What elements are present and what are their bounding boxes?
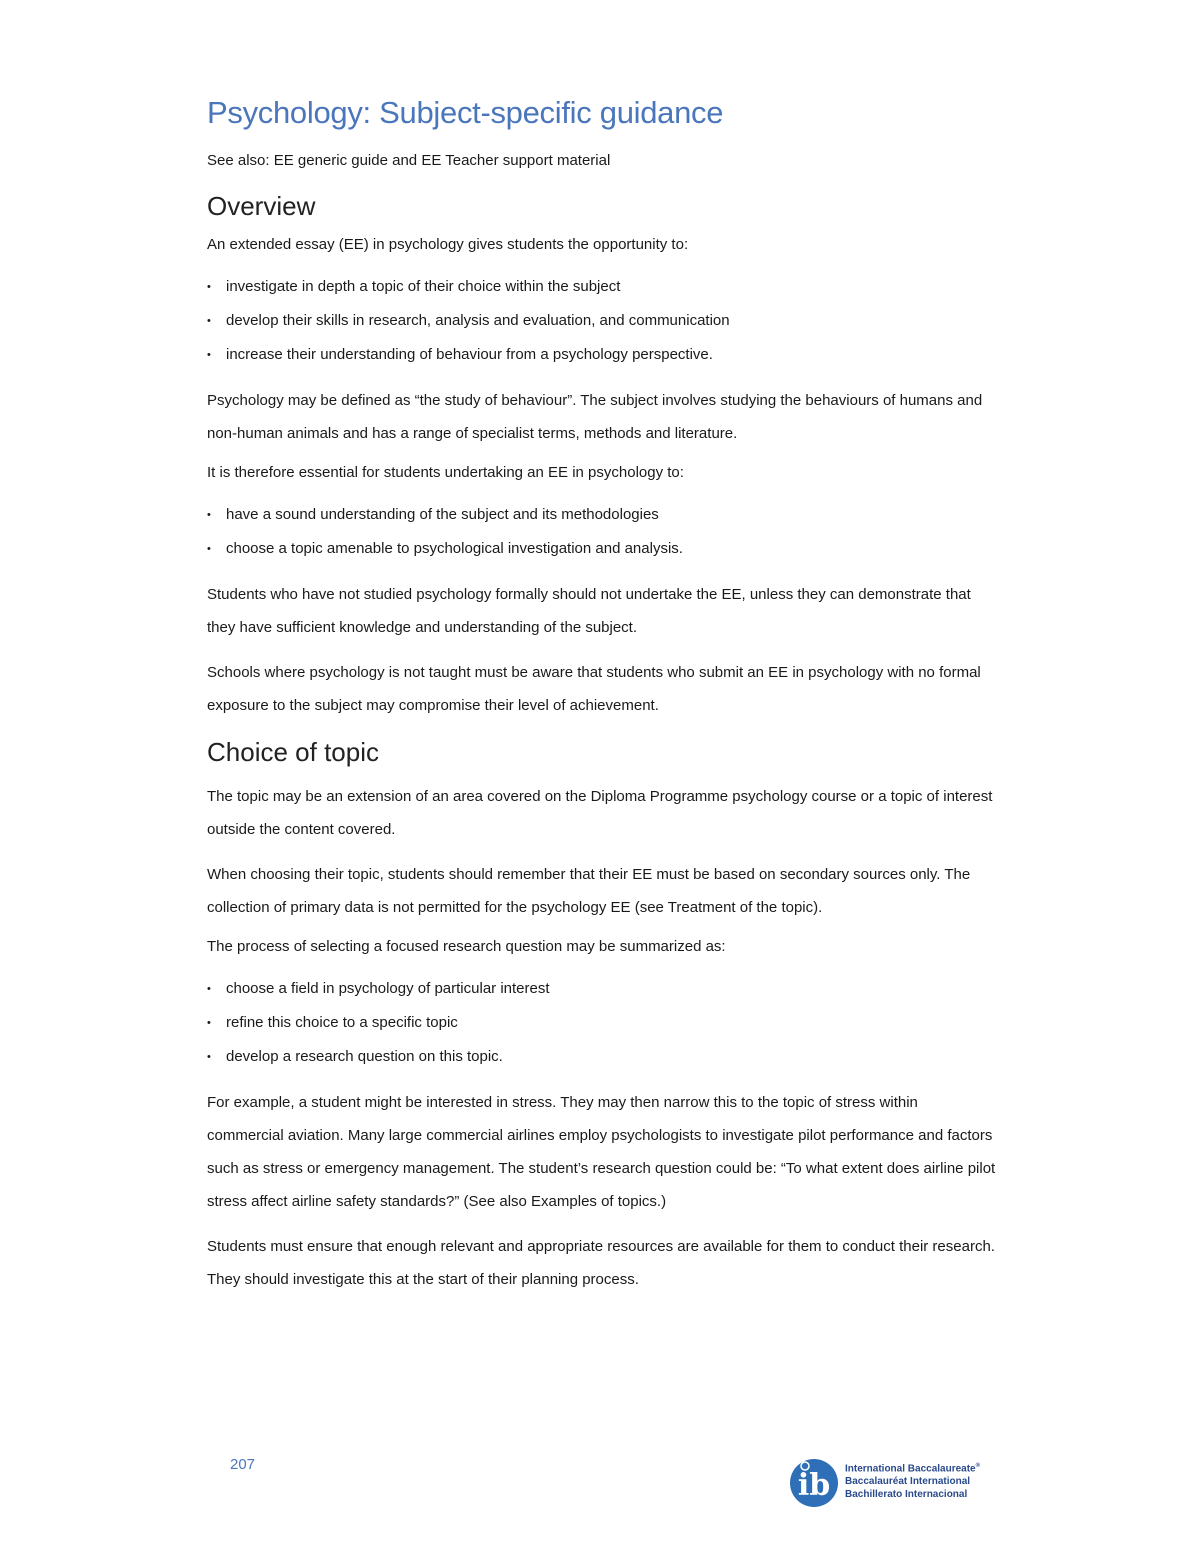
overview-intro: An extended essay (EE) in psychology gives students the opportunity to: — [207, 236, 689, 253]
page-title: Psychology: Subject-specific guidance — [207, 95, 724, 130]
page-number: 207 — [230, 1456, 256, 1473]
overview-bullet-list-2 — [207, 504, 997, 560]
list-item: • refine this choice to a specific topic — [207, 1012, 997, 1034]
ib-logo — [787, 1455, 987, 1511]
choice-paragraph: When choosing their topic, students should remember that their EE must be based on secondary sources only. The collection of primary data is not permitted for the psychology EE (see Treatment of the topic). — [207, 866, 971, 916]
overview-paragraph: Psychology may be defined as “the study of behaviour”. The subject involves studying the behaviours of humans and non-human animals and has a range of specialist terms, methods and literature. — [207, 392, 983, 442]
ib-logo-wordmark: International Baccalaureate® Baccalauréat International Bachillerato Internacional — [845, 1463, 981, 1501]
list-item: • investigate in depth a topic of their choice within the subject — [207, 276, 997, 298]
bullet-icon: • — [207, 983, 211, 995]
overview-bullet-list — [207, 276, 997, 366]
choice-paragraph: For example, a student might be interested in stress. They may then narrow this to the topic of stress within commercial aviation. Many large commercial airlines employ psychologists to investigate pilot performance and factors such as stress or emergency management. The student’s research question could be: “To what extent does airline pilot stress affect airline safety standards?” (See also Examples of topics.) — [207, 1094, 996, 1210]
bullet-icon: • — [207, 1017, 211, 1029]
bullet-icon: • — [207, 349, 211, 361]
choice-paragraph: Students must ensure that enough relevant and appropriate resources are available for them to conduct their research. They should investigate this at the start of their planning process. — [207, 1238, 995, 1288]
list-item: • develop their skills in research, analysis and evaluation, and communication — [207, 310, 997, 332]
page-content — [207, 92, 997, 1308]
choice-paragraph: The topic may be an extension of an area covered on the Diploma Programme psychology course or a topic of interest outside the content covered. — [207, 788, 993, 838]
overview-paragraph: Schools where psychology is not taught must be aware that students who submit an EE in psychology with no formal exposure to the subject may compromise their level of achievement. — [207, 664, 981, 714]
bullet-icon: • — [207, 543, 211, 555]
svg-text:ib: ib — [797, 1468, 831, 1503]
bullet-icon: • — [207, 509, 211, 521]
choice-paragraph: The process of selecting a focused research question may be summarized as: — [207, 938, 726, 955]
see-also-line: See also: EE generic guide and EE Teacher support material — [207, 152, 611, 169]
list-item: • develop a research question on this topic. — [207, 1046, 997, 1068]
ib-logo-icon — [787, 1455, 843, 1511]
list-item: • have a sound understanding of the subject and its methodologies — [207, 504, 997, 526]
bullet-icon: • — [207, 1051, 211, 1063]
list-item: • choose a field in psychology of particular interest — [207, 978, 997, 1000]
bullet-icon: • — [207, 281, 211, 293]
list-item: • choose a topic amenable to psychological investigation and analysis. — [207, 538, 997, 560]
choice-heading: Choice of topic — [207, 737, 379, 767]
bullet-icon: • — [207, 315, 211, 327]
overview-paragraph: It is therefore essential for students undertaking an EE in psychology to: — [207, 464, 684, 481]
choice-bullet-list — [207, 978, 997, 1068]
overview-paragraph: Students who have not studied psychology formally should not undertake the EE, unless they can demonstrate that they have sufficient knowledge and understanding of the subject. — [207, 586, 971, 636]
overview-heading: Overview — [207, 191, 316, 221]
list-item: • increase their understanding of behaviour from a psychology perspective. — [207, 344, 997, 366]
